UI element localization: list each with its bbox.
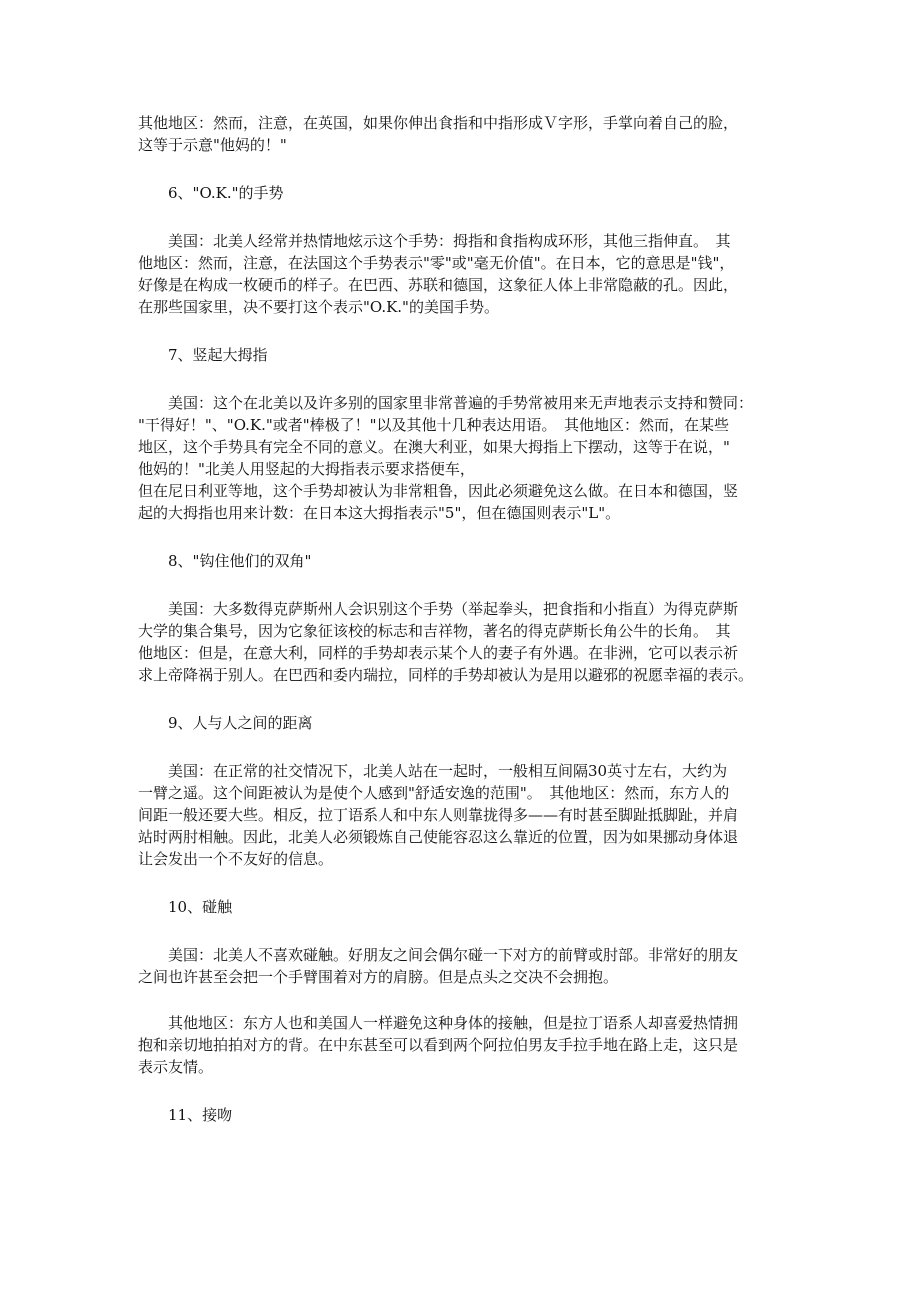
section-heading-7: 7、竖起大拇指: [168, 346, 268, 364]
paragraph-9: 美国：在正常的社交情况下，北美人站在一起时，一般相互间隔30英寸左右，大约为 一臂之遥。这个间距被认为是使个人感到"舒适安逸的范围"。 其他地区：然而，东方人的 间距一般还要大些。相反，拉丁语系人和中东人则靠拢得多——有时甚至脚趾抵脚趾，并肩 站时两肘相触。因此，北美人必须锻炼自己使能容忍这么靠近的位置，因为如果挪动身体退 让会发出一个不友好的信息。: [138, 762, 739, 868]
paragraph-10a: 美国：北美人不喜欢碰触。好朋友之间会偶尔碰一下对方的前臂或肘部。非常好的朋友 之间也许甚至会把一个手臂围着对方的肩膀。但是点头之交决不会拥抱。: [138, 946, 739, 986]
paragraph-6: 美国：北美人经常并热情地炫示这个手势：拇指和食指构成环形，其他三指伸直。 其 他地区：然而，注意，在法国这个手势表示"零"或"毫无价值"。在日本，它的意思是"钱"， 好像是在构成一枚硬币的样子。在巴西、苏联和德国，这象征人体上非常隐蔽的孔。因此， 在那些国家里，决不要打这个表示"O.K."的美国手势。: [138, 232, 739, 316]
paragraph-8: 美国：大多数得克萨斯州人会识别这个手势（举起拳头，把食指和小指直）为得克萨斯 大学的集合集号，因为它象征该校的标志和吉祥物，著名的得克萨斯长角公牛的长角。 其 他地区：但是，在意大利，同样的手势却表示某个人的妻子有外遇。在非洲，它可以表示祈 求上帝降祸于别人。在巴西和委内瑞拉，同样的手势却被认为是用以避邪的祝愿幸福的表示。: [138, 600, 754, 684]
section-heading-6: 6、"O.K."的手势: [168, 184, 284, 202]
section-heading-10: 10、碰触: [168, 898, 233, 916]
paragraph-7: 美国：这个在北美以及许多别的国家里非常普遍的手势常被用来无声地表示支持和赞同： "干得好！"、"O.K."或者"棒极了！"以及其他十几种表达用语。 其他地区：然而，在某些 地区，这个手势具有完全不同的意义。在澳大利亚，如果大拇指上下摆动，这等于在说，" 他妈的！"北美人用竖起的大拇指表示要求搭便车， 但在尼日利亚等地，这个手势却被认为非常粗鲁，因此必须避免这么做。在日本和德国，竖 起的大拇指也用来计数：在日本这大拇指表示"5"，但在德国则表示"L"。: [138, 394, 754, 522]
document-body: [138, 112, 783, 1126]
paragraph-10b: 其他地区：东方人也和美国人一样避免这种身体的接触，但是拉丁语系人却喜爱热情拥 抱和亲切地拍拍对方的背。在中东甚至可以看到两个阿拉伯男友手拉手地在路上走，这只是 表示友情。: [138, 1014, 739, 1076]
section-heading-8: 8、"钩住他们的双角": [168, 552, 312, 570]
section-heading-11: 11、接吻: [168, 1106, 233, 1124]
paragraph-intro: 其他地区：然而，注意，在英国，如果你伸出食指和中指形成Ｖ字形，手掌向着自己的脸， 这等于示意"他妈的！": [138, 114, 739, 154]
section-heading-9: 9、人与人之间的距离: [168, 714, 313, 732]
